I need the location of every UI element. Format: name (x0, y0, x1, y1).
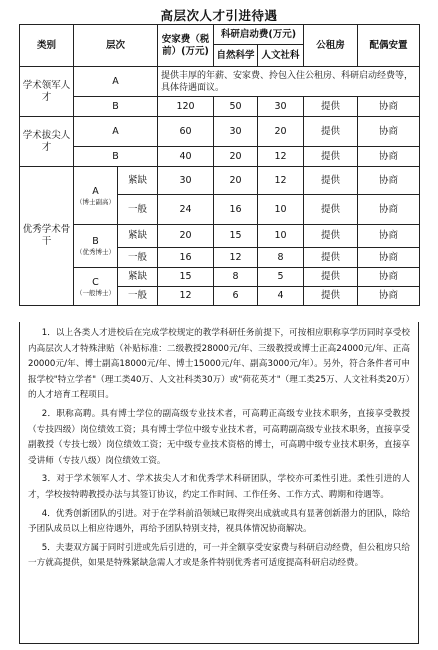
humanities-cell: 8 (258, 248, 304, 268)
humanities-cell: 12 (258, 167, 304, 195)
urgency-cell: 一般 (118, 248, 158, 268)
settle-cell: 24 (158, 195, 214, 225)
level-a-cell (74, 167, 118, 225)
housing-cell: 提供 (304, 97, 358, 117)
housing-cell: 提供 (304, 248, 358, 268)
level-c-sub: （一般博士） (76, 288, 115, 297)
science-cell: 12 (214, 248, 258, 268)
note-paragraph: 2．职称高聘。具有博士学位的副高级专业技术者，可高聘正高级专业技术职务，直接享受教授（专技四级）岗位绩效工资；具有博士学位中级专业技术者，可高聘副高级专业技术职务，直接享受副教授（专技七级）岗位绩效工资；无中级专业技术资格的博士，可高聘中级专业技术职务，直接享受讲师（专技八级）岗位绩效工资。 (28, 408, 410, 466)
note-paragraph: 3．对于学术领军人才、学术拔尖人才和优秀学术科研团队，学校亦可柔性引进。柔性引进的人才，学校按特聘教授办法与其签订协议，约定工作时间、工作任务、工作方式、聘期和待遇等。 (28, 474, 410, 500)
level-b-sub: （优秀博士） (76, 248, 115, 256)
spouse-cell: 协商 (358, 147, 420, 167)
housing-cell: 提供 (304, 225, 358, 248)
settle-cell: 15 (158, 268, 214, 287)
science-cell: 15 (214, 225, 258, 248)
settle-cell: 20 (158, 225, 214, 248)
housing-cell: 提供 (304, 195, 358, 225)
spouse-cell: 协商 (358, 287, 420, 306)
header-category: 类别 (20, 25, 74, 67)
settle-cell: 16 (158, 248, 214, 268)
science-cell: 16 (214, 195, 258, 225)
notes-section (19, 322, 419, 644)
note-paragraph: 4．优秀创新团队的引进。对于在学科前沿领域已取得突出成就或具有显著创新潜力的团队，除给予团队成员以上相应待遇外，再给予团队特别支持，视具体情况协商解决。 (28, 508, 410, 535)
level-cell: A (74, 67, 158, 97)
header-research-fund: 科研启动费(万元) (214, 25, 304, 45)
humanities-cell: 10 (258, 195, 304, 225)
spouse-cell: 协商 (358, 225, 420, 248)
science-cell: 6 (214, 287, 258, 306)
benefits-table (19, 24, 420, 306)
settle-cell: 120 (158, 97, 214, 117)
humanities-cell: 10 (258, 225, 304, 248)
settle-cell: 40 (158, 147, 214, 167)
science-cell: 30 (214, 117, 258, 147)
spouse-cell: 协商 (358, 268, 420, 287)
housing-cell: 提供 (304, 167, 358, 195)
urgency-cell: 一般 (118, 195, 158, 225)
header-humanities: 人文社科 (258, 45, 304, 67)
housing-cell: 提供 (304, 287, 358, 306)
header-science: 自然科学 (214, 45, 258, 67)
settle-cell: 12 (158, 287, 214, 306)
humanities-cell: 4 (258, 287, 304, 306)
settle-cell: 30 (158, 167, 214, 195)
housing-cell: 提供 (304, 117, 358, 147)
level-cell: A (74, 117, 158, 147)
group-topnotch: 学术拔尖人才 (20, 117, 74, 167)
level-c-label: C (92, 276, 99, 288)
level-cell: B (74, 97, 158, 117)
negotiable-note: 提供丰厚的年薪、安家费、拎包入住公租房、科研启动经费等，具体待遇面议。 (158, 67, 420, 97)
urgency-cell: 一般 (118, 287, 158, 306)
header-level: 层次 (74, 25, 158, 67)
humanities-cell: 5 (258, 268, 304, 287)
spouse-cell: 协商 (358, 97, 420, 117)
spouse-cell: 协商 (358, 167, 420, 195)
group-backbone: 优秀学术骨干 (20, 167, 74, 306)
spouse-cell: 协商 (358, 248, 420, 268)
header-spouse: 配偶安置 (358, 25, 420, 67)
note-paragraph: 5．夫妻双方属于同时引进或先后引进的，可一并全额享受安家费与科研启动经费，但公租房只给一方就高提供，如果是特殊紧缺急需人才或是条件特别优秀者可适度提高科研启动经费。 (28, 542, 410, 569)
humanities-cell: 30 (258, 97, 304, 117)
urgency-cell: 紧缺 (118, 268, 158, 287)
level-c-cell (74, 268, 118, 306)
science-cell: 20 (214, 147, 258, 167)
note-paragraph: 1．以上各类人才进校后在完成学校规定的教学科研任务前提下，可按相应职称享学历同时享受校内高层次人才特殊津贴（补贴标准：二级教授28000元/年、三级教授或博士正高24000元/年、正高20000元/年、博士副高18000元/年、博士15000元/年、副高3000元/年）。另外，符合条件者可申报学校"特立学者"（理工类40万、人文社科类30万）或"荷花英才"（理工类25万、人文社科类20万）的人才培育工程项目。 (28, 328, 410, 401)
science-cell: 50 (214, 97, 258, 117)
header-settle-fee: 安家费（税前）(万元) (158, 25, 214, 67)
settle-cell: 60 (158, 117, 214, 147)
level-b-label: B (92, 236, 99, 247)
group-leading: 学术领军人才 (20, 67, 74, 117)
humanities-cell: 12 (258, 147, 304, 167)
level-a-sub: （博士副高） (76, 197, 115, 206)
housing-cell: 提供 (304, 268, 358, 287)
level-a-label: A (92, 185, 99, 197)
spouse-cell: 协商 (358, 117, 420, 147)
header-housing: 公租房 (304, 25, 358, 67)
level-cell: B (74, 147, 158, 167)
level-b-cell (74, 225, 118, 268)
science-cell: 8 (214, 268, 258, 287)
page-title: 高层次人才引进待遇 (160, 8, 278, 23)
housing-cell: 提供 (304, 147, 358, 167)
humanities-cell: 20 (258, 117, 304, 147)
urgency-cell: 紧缺 (118, 167, 158, 195)
urgency-cell: 紧缺 (118, 225, 158, 248)
spouse-cell: 协商 (358, 195, 420, 225)
science-cell: 20 (214, 167, 258, 195)
